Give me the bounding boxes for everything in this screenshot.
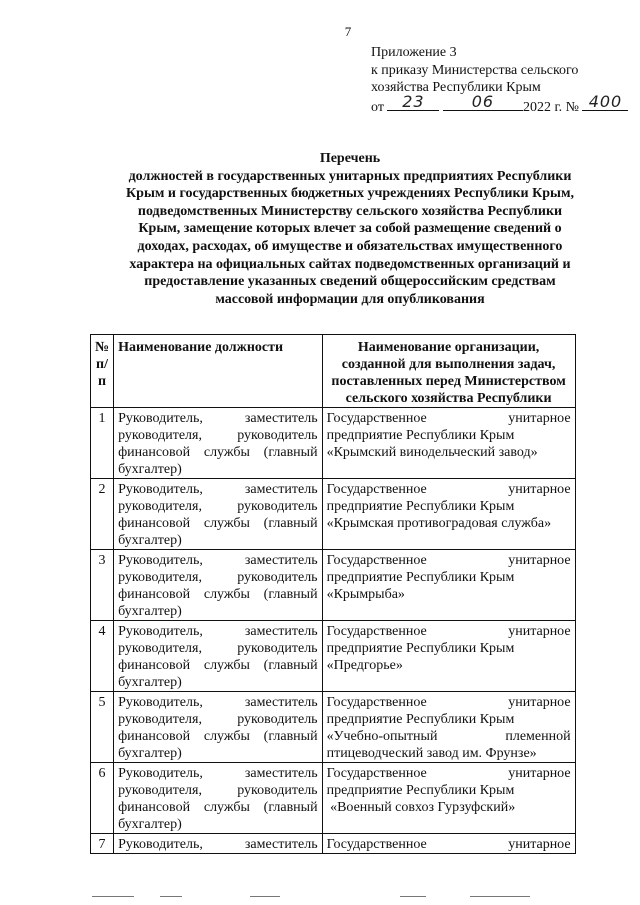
title-line: предоставление указанных сведений общероссийским средствам [144, 274, 556, 290]
title-line: характера на официальных сайтах подведомственных организаций и [129, 256, 571, 272]
title-line: должностей в государственных унитарных предприятиях Республики [128, 168, 572, 184]
appendix-line: Приложение 3 [371, 45, 457, 60]
title-heading: Перечень [319, 151, 381, 166]
date-prefix: от [371, 99, 384, 115]
row-position: Руководитель, заместитель руководителя, руководитель финансовой службы (главный бухгалтер) [114, 408, 323, 479]
org-name: «Крымский винодельческий завод» [326, 445, 538, 460]
header-organization: Наименование организации, созданной для выполнения задач, поставленных перед Министерством сельского хозяйства Республики [322, 335, 575, 408]
row-organization [322, 621, 575, 692]
org-type-b: унитарное [508, 837, 571, 852]
org-type-b: унитарное [508, 482, 571, 497]
order-number: 400 [588, 92, 623, 111]
header-number: № п/п [91, 335, 114, 408]
document-title [100, 150, 600, 308]
row-position: Руководитель, заместитель [114, 834, 323, 854]
table-row [91, 479, 576, 550]
table-header-row [91, 335, 576, 408]
row-number: 3 [91, 550, 114, 621]
org-line: предприятие Республики Крым [326, 712, 515, 727]
date-month-blank [443, 92, 523, 111]
header-position: Наименование должности [114, 335, 323, 408]
org-name: «Крымская противоградовая служба» [326, 516, 552, 531]
appendix-line: хозяйства Республики Крым [371, 80, 541, 95]
date-day: 23 [402, 92, 425, 111]
org-line: предприятие Республики Крым [326, 641, 515, 656]
row-number: 4 [91, 621, 114, 692]
row-organization [322, 479, 575, 550]
title-line: массовой информации для опубликования [215, 291, 485, 307]
org-line: предприятие Республики Крым [326, 783, 515, 798]
appendix-line: к приказу Министерства сельского [371, 62, 579, 78]
footer-rule [92, 896, 134, 897]
row-number: 5 [91, 692, 114, 763]
org-type-a: Государственное [326, 766, 427, 781]
org-type-b: унитарное [508, 411, 571, 426]
org-type-a: Государственное [326, 411, 427, 426]
table-row [91, 692, 576, 763]
row-organization [322, 408, 575, 479]
positions-table [90, 334, 576, 854]
row-number: 2 [91, 479, 114, 550]
org-type-a: Государственное [326, 482, 427, 497]
footer-rule [160, 896, 182, 897]
order-number-blank [582, 92, 628, 111]
table-row [91, 763, 576, 834]
row-position: Руководитель, заместитель руководителя, руководитель финансовой службы (главный бухгалтер) [114, 692, 323, 763]
title-line: доходах, расходах, об имуществе и обязательствах имущественного [137, 238, 563, 254]
row-organization [322, 763, 575, 834]
org-name: «Учебно-опытный племенной птицеводческий завод им. Фрунзе» [326, 729, 571, 761]
org-line: предприятие Республики Крым [326, 428, 515, 443]
row-organization [322, 550, 575, 621]
footer-rule [470, 896, 530, 897]
org-name: «Крымрыба» [326, 587, 405, 602]
org-type-a: Государственное [326, 837, 427, 852]
order-date-line [371, 92, 633, 117]
org-type-b: унитарное [508, 695, 571, 710]
table-row-partial [91, 834, 576, 854]
table-row [91, 621, 576, 692]
appendix-block [371, 44, 633, 116]
org-type-b: унитарное [508, 553, 571, 568]
row-number: 1 [91, 408, 114, 479]
org-type-a: Государственное [326, 624, 427, 639]
title-line: Крым, замещение которых влечет за собой размещение сведений о [138, 221, 562, 237]
footer-rule [400, 896, 426, 897]
org-type-b: унитарное [508, 766, 571, 781]
footer-rule [250, 896, 280, 897]
org-name: «Предгорье» [326, 658, 403, 673]
title-line: подведомственных Министерству сельского хозяйства Республики [137, 203, 563, 219]
row-organization [322, 834, 575, 854]
org-type-a: Государственное [326, 553, 427, 568]
page-number: 7 [344, 24, 352, 39]
row-position: Руководитель, заместитель руководителя, руководитель финансовой службы (главный бухгалтер) [114, 550, 323, 621]
org-type-a: Государственное [326, 695, 427, 710]
title-line: Крым и государственных бюджетных учреждениях Республики Крым, [126, 186, 574, 202]
row-organization [322, 692, 575, 763]
org-type-b: унитарное [508, 624, 571, 639]
table-row [91, 408, 576, 479]
date-year: 2022 г. № [522, 99, 579, 115]
row-position: Руководитель, заместитель руководителя, руководитель финансовой службы (главный бухгалтер) [114, 621, 323, 692]
org-line: предприятие Республики Крым [326, 499, 515, 514]
date-day-blank [387, 92, 439, 111]
org-name: «Военный совхоз Гурзуфский» [326, 800, 516, 815]
row-number: 7 [91, 834, 114, 854]
date-month: 06 [471, 92, 495, 111]
row-position: Руководитель, заместитель руководителя, руководитель финансовой службы (главный бухгалтер) [114, 479, 323, 550]
table-row [91, 550, 576, 621]
org-line: предприятие Республики Крым [326, 570, 515, 585]
row-position: Руководитель, заместитель руководителя, руководитель финансовой службы (главный бухгалтер) [114, 763, 323, 834]
row-number: 6 [91, 763, 114, 834]
